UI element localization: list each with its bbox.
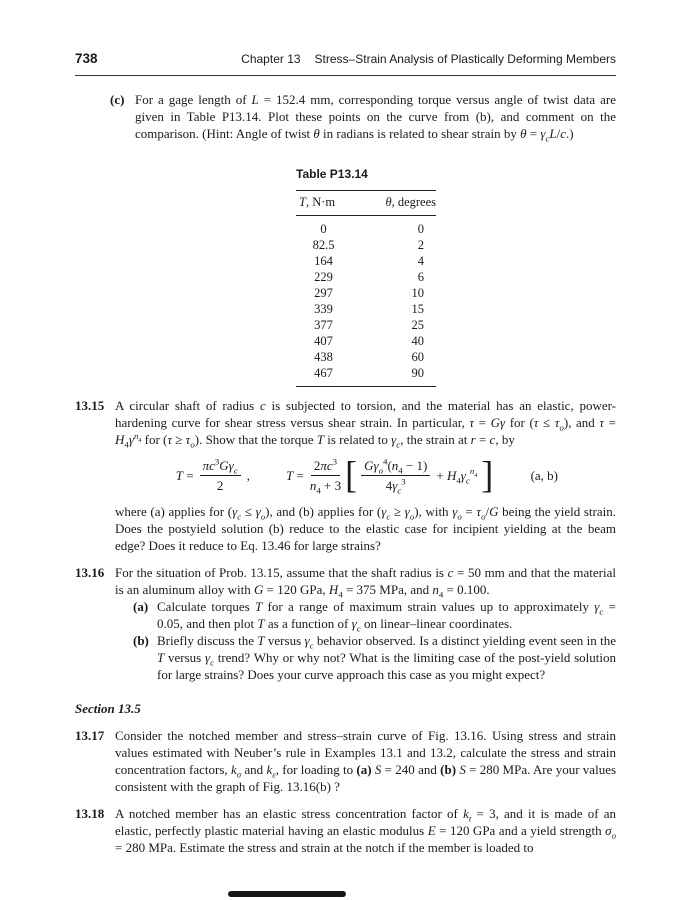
problem-text: A notched member has an elastic stress concentration factor of $k_t = 3$, and it is made of an elastic, perfectly plastic material having an elastic modulus E = 120 GPa and a yield strength $\sigma_o = 280$ MPa. Estimate the stress and strain at the notch if the member is loaded to [115, 806, 616, 855]
problem-13-15 [75, 397, 616, 554]
fraction-a-denominator: 2 [216, 477, 224, 493]
problem-number: 13.17 [75, 728, 105, 743]
table-row [296, 317, 436, 333]
fraction-b-numerator: $2\pi c^3$ [311, 458, 340, 476]
table-row [296, 333, 436, 349]
table-p13-14 [296, 166, 436, 387]
table-title: Table P13.14 [296, 167, 368, 181]
item-c [110, 91, 616, 142]
torque-angle-table [296, 190, 436, 387]
page-header [75, 50, 616, 76]
table-row [296, 301, 436, 317]
angle-value: 0 [417, 222, 424, 236]
angle-value: 40 [411, 334, 424, 348]
table-row [296, 253, 436, 269]
table-row [296, 349, 436, 365]
table-row [296, 216, 436, 238]
item-c-label: (c) [110, 92, 125, 107]
fraction-b-inner-numerator: $G\gamma_o^4(n_4 - 1)$ [361, 458, 430, 476]
torque-value: 0 [320, 222, 327, 236]
problem-body [115, 397, 616, 554]
problem-body [115, 805, 616, 856]
torque-value: 297 [314, 286, 333, 300]
problem-13-17 [75, 727, 616, 795]
column-header-torque: T, N·m [296, 191, 373, 216]
angle-value: 4 [417, 254, 424, 268]
table-row [296, 365, 436, 387]
scan-edge-artifact [228, 891, 346, 897]
item-c-text: For a gage length of L = 152.4 mm, corresponding torque versus angle of twist data are given in Table P13.14. Plot these points on the curve from (b), and comment on the comparison. (Hint: Angle of twist θ in radians is related to shear strain by $\theta = \gamma_cL/c$.) [135, 92, 616, 144]
angle-value: 90 [411, 366, 424, 380]
fraction-b-coefficient [309, 456, 342, 496]
sub-item-text: Briefly discuss the T versus $\gamma_c$ behavior observed. Is a distinct yielding event seen in the T versus $\gamma_c$ trend? Why or why not? What is the limiting case of the post-yield solution for large strains? Does your curve approach this case as you might expect? [157, 633, 617, 682]
angle-value: 15 [411, 302, 424, 316]
torque-value: 407 [314, 334, 333, 348]
problem-text: Consider the notched member and stress–strain curve of Fig. 13.16. Using stress and strain values estimated with Neuber’s rule in Examples 13.1 and 13.2, calculate the stress and strain concentration factors, $k_\sigma$ and $k_\varepsilon$, for loading to (a) S = 240 and (b) S = 280 MPa. Are your values consistent with the graph of Fig. 13.16(b) ? [115, 728, 617, 794]
chapter-label: Chapter 13 [241, 52, 301, 66]
column-header-angle: θ, degrees [373, 191, 436, 216]
sub-item-label: (b) [133, 633, 149, 648]
angle-value: 6 [417, 270, 424, 284]
problem-number: 13.18 [75, 806, 105, 821]
torque-value: 82.5 [312, 238, 335, 252]
table-row [296, 269, 436, 285]
problem-body [115, 564, 616, 683]
table-row [296, 237, 436, 253]
fraction-a [200, 458, 241, 493]
problem-intro: For the situation of Prob. 13.15, assume that the shaft radius is c = 50 mm and that the material is an aluminum alloy with G = 120 GPa, $H_4 = 375$ MPa, and $n_4 = 0.100$. [115, 565, 616, 600]
page-number: 738 [75, 51, 98, 66]
angle-value: 25 [411, 318, 424, 332]
problem-intro: A circular shaft of radius c is subjected to torsion, and the material has an elastic, power-hardening curve for shear stress versus shear strain. In particular, τ = Gγ for $(\tau \le \tau_o)$, and $\tau = H_4\gamma^{n_4}$ for $(\tau \ge \tau_o)$. Show that the torque T is related to $\gamma_c$, the strain at r = c, by [115, 398, 616, 450]
problem-13-18 [75, 805, 616, 856]
angle-value: 60 [411, 350, 424, 364]
equation-separator: , [246, 467, 250, 483]
chapter-title: Stress–Strain Analysis of Plastically Deforming Members [314, 52, 616, 66]
torque-value: 377 [314, 318, 333, 332]
torque-value: 467 [314, 366, 333, 380]
problem-body [115, 727, 616, 795]
sub-item-b [133, 632, 616, 683]
fraction-a-numerator: $\pi c^3G\gamma_c$ [200, 458, 241, 476]
fraction-b-inner [361, 456, 430, 496]
angle-value: 2 [417, 238, 424, 252]
angle-value: 10 [411, 286, 424, 300]
section-heading: Section 13.5 [75, 701, 141, 716]
problem-number: 13.16 [75, 565, 105, 580]
torque-value: 339 [314, 302, 333, 316]
table-row [296, 285, 436, 301]
problem-13-16 [75, 564, 616, 683]
sub-item-label: (a) [133, 599, 149, 614]
fraction-b-inner-denominator: $4\gamma_c^3$ [385, 476, 406, 496]
right-bracket: ] [481, 454, 494, 496]
sub-item-text: Calculate torques T for a range of maximum strain values up to approximately $\gamma_c = 0.05$, and then plot T as a function of $\gamma_c$ on linear–linear coordinates. [157, 599, 616, 634]
equation-lhs-a: T = [175, 467, 194, 483]
sub-item-a [133, 598, 616, 632]
torque-value: 229 [314, 270, 333, 284]
problem-number: 13.15 [75, 398, 105, 413]
chapter-header [241, 51, 616, 68]
equation-label: (a, b) [530, 467, 558, 483]
problem-continuation: where (a) applies for $(\gamma_c \le \gamma_o)$, and (b) applies for $(\gamma_c \ge \gamma_o)$, with $\gamma_o = \tau_o/G$ being the yield strain. Does the postyield solution (b) reduce to the elastic case for incipient yielding at the beam edge? Does it reduce to Eq. 13.46 for large strains? [115, 504, 616, 553]
table-header-row [296, 191, 436, 216]
fraction-b-denominator: $n_4 + 3$ [309, 477, 342, 496]
torque-value: 164 [314, 254, 333, 268]
equation-a-b [115, 454, 616, 496]
left-bracket: [ [345, 454, 358, 496]
torque-value: 438 [314, 350, 333, 364]
equation-lhs-b: T = [285, 467, 304, 483]
equation-plus-term: + $H_4\gamma_c^{n_4}$ [436, 466, 478, 486]
